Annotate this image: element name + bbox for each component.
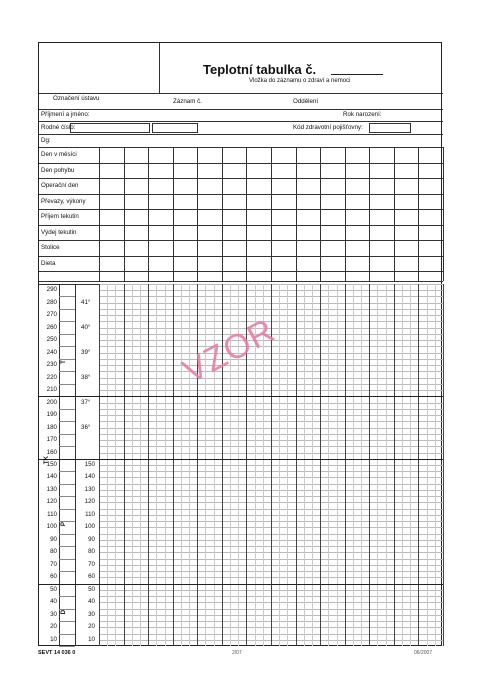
rule: [59, 371, 75, 372]
day-column: [320, 147, 321, 281]
resp-value: 20: [88, 623, 95, 631]
rule: [39, 281, 443, 282]
tk-value: 190: [46, 411, 57, 419]
grid-col: [394, 284, 395, 646]
day-column: [148, 147, 149, 281]
insurance-code-field[interactable]: [369, 123, 411, 133]
row-label: Operační den: [41, 182, 79, 189]
tk-value: 40: [50, 598, 57, 606]
rule: [59, 321, 75, 322]
temp-value: 41°: [81, 298, 91, 306]
tk-value: 220: [46, 373, 57, 381]
tk-value: 280: [46, 298, 57, 306]
grid-col: [377, 284, 378, 646]
grid-col: [443, 284, 444, 646]
rule: [39, 459, 443, 460]
day-column: [418, 147, 419, 281]
rule: [59, 634, 75, 635]
day-column: [246, 147, 247, 281]
rule: [59, 484, 75, 485]
rule: [59, 571, 75, 572]
tk-value: 70: [50, 560, 57, 568]
grid-col: [107, 284, 108, 646]
rule: [59, 559, 75, 560]
grid-col: [337, 284, 338, 646]
day-column: [345, 147, 346, 281]
tk-value: 250: [46, 336, 57, 344]
rule: [59, 546, 75, 547]
rule: [59, 534, 75, 535]
grid-col: [304, 284, 305, 646]
grid-col: [345, 284, 346, 646]
pulse-value: 70: [88, 560, 95, 568]
birth-number-label: Rodné číslo:: [41, 124, 76, 131]
rule: [59, 421, 75, 422]
grid-col: [279, 284, 280, 646]
grid-col: [156, 284, 157, 646]
watermark: VZOR: [176, 311, 282, 391]
temp-value: 37°: [81, 398, 91, 406]
temp-value: 36°: [81, 423, 91, 431]
rule: [59, 434, 75, 435]
grid-col: [99, 284, 100, 646]
pulse-value: 100: [84, 523, 95, 531]
insurance-label: Kód zdravotní pojišťovny:: [293, 124, 363, 131]
grid-col: [205, 284, 206, 646]
rule: [39, 109, 443, 110]
grid-col: [427, 284, 428, 646]
pulse-value: 140: [84, 473, 95, 481]
grid-col: [353, 284, 354, 646]
tk-value: 50: [50, 585, 57, 593]
rule: [59, 346, 75, 347]
row-label: Výdej tekutin: [41, 228, 77, 236]
tk-value: 20: [50, 623, 57, 631]
day-column: [197, 147, 198, 281]
row-label: Den v měsíci: [41, 151, 77, 158]
day-column: [173, 147, 174, 281]
tk-value: 80: [50, 548, 57, 556]
birth-year-label: Rok narození:: [343, 111, 382, 118]
row-label: Dieta: [41, 259, 56, 267]
t-axis-label: T: [59, 360, 67, 364]
grid-col: [140, 284, 141, 646]
footer-date: 06/2007: [414, 650, 433, 656]
rule: [59, 446, 75, 447]
form-title: Teplotní tabulka č.: [203, 62, 317, 77]
tk-value: 200: [46, 398, 57, 406]
grid-col: [386, 284, 387, 646]
pulse-value: 80: [88, 548, 95, 556]
tk-value: 270: [46, 311, 57, 319]
day-column: [394, 147, 395, 281]
grid-col: [369, 284, 370, 646]
day-column: [369, 147, 370, 281]
rule: [59, 384, 75, 385]
tk-value: 10: [50, 635, 57, 643]
header-divider: [159, 43, 160, 93]
grid-col: [312, 284, 313, 646]
grid-col: [115, 284, 116, 646]
rule: [59, 296, 75, 297]
rule: [59, 646, 75, 647]
diagnosis-label: Dg:: [41, 137, 51, 144]
row-label: Den pohybu: [41, 166, 75, 174]
birth-number-field[interactable]: [70, 123, 150, 133]
grid-col: [435, 284, 436, 646]
grid-col: [165, 284, 166, 646]
resp-value: 50: [88, 585, 95, 593]
day-column: [124, 147, 125, 281]
resp-value: 30: [88, 610, 95, 618]
temp-value: 39°: [81, 348, 91, 356]
day-column: [296, 147, 297, 281]
tk-value: 110: [47, 510, 57, 518]
grid-col: [418, 284, 419, 646]
grid-col: [173, 284, 174, 646]
temp-value: 40°: [81, 323, 91, 331]
d-axis-label: D: [60, 609, 68, 614]
institution-label: Označení ústavu: [53, 95, 100, 102]
tk-value: 170: [46, 436, 57, 444]
header-rule: [39, 93, 443, 94]
grid-col: [361, 284, 362, 646]
tk-value: 100: [46, 523, 57, 531]
p-axis-label: P: [59, 522, 67, 527]
footer-code: SEVT 14 036 0: [38, 650, 76, 656]
grid-col: [189, 284, 190, 646]
footer-page: 2/07: [232, 650, 242, 656]
grid-col: [181, 284, 182, 646]
tk-value: 260: [46, 323, 57, 331]
grid-col: [148, 284, 149, 646]
rule: [59, 471, 75, 472]
day-column: [222, 147, 223, 281]
grid-col: [124, 284, 125, 646]
pulse-value: 120: [84, 498, 95, 506]
tk-value: 240: [46, 348, 57, 356]
grid-col: [132, 284, 133, 646]
record-label: Záznam č.: [173, 98, 202, 105]
tk-value: 130: [46, 485, 57, 493]
tk-value: 60: [50, 573, 57, 581]
name-label: Příjmení a jméno:: [41, 111, 90, 118]
tk-value: 140: [46, 473, 57, 481]
rule: [39, 134, 443, 135]
rule: [59, 334, 75, 335]
grid-col: [320, 284, 321, 646]
rule: [39, 584, 443, 585]
tk-value: 30: [50, 610, 57, 618]
rule: [59, 621, 75, 622]
tk-axis-label: TK: [43, 455, 51, 464]
temp-value: 38°: [81, 373, 91, 381]
rule: [39, 121, 443, 122]
grid-col: [296, 284, 297, 646]
row-label: Převazy, výkony: [41, 197, 86, 205]
pulse-value: 150: [84, 461, 95, 468]
scale-col: [59, 284, 60, 646]
tk-value: 290: [46, 286, 57, 294]
row-label: Stolice: [41, 244, 60, 251]
day-column: [443, 147, 444, 281]
rule: [59, 309, 75, 310]
department-label: Oddělení: [293, 98, 319, 105]
grid-col: [402, 284, 403, 646]
pulse-value: 60: [88, 573, 95, 581]
row-label: Příjem tekutin: [41, 213, 79, 220]
resp-value: 10: [88, 635, 95, 643]
rule: [39, 396, 443, 397]
rule: [59, 509, 75, 510]
tk-value: 90: [50, 535, 57, 543]
grid-col: [410, 284, 411, 646]
birth-number-suffix-field[interactable]: [152, 123, 198, 133]
tk-value: 180: [46, 423, 57, 431]
tk-value: 160: [46, 448, 57, 456]
grid-col: [197, 284, 198, 646]
title-number-line: [331, 74, 383, 75]
tk-value: 120: [46, 498, 57, 506]
grid-col: [328, 284, 329, 646]
tk-value: 230: [46, 361, 57, 369]
day-column: [271, 147, 272, 281]
resp-value: 40: [88, 598, 95, 606]
pulse-value: 130: [84, 485, 95, 493]
tk-value: 150: [46, 461, 57, 468]
grid-col: [287, 284, 288, 646]
pulse-value: 90: [88, 535, 95, 543]
pulse-value: 110: [85, 510, 95, 518]
rule: [59, 409, 75, 410]
form-subtitle: Vložka do záznamu o zdraví a nemoci: [249, 78, 351, 84]
tk-value: 210: [46, 386, 57, 394]
rule: [59, 596, 75, 597]
rule: [59, 496, 75, 497]
day-column: [99, 147, 100, 281]
